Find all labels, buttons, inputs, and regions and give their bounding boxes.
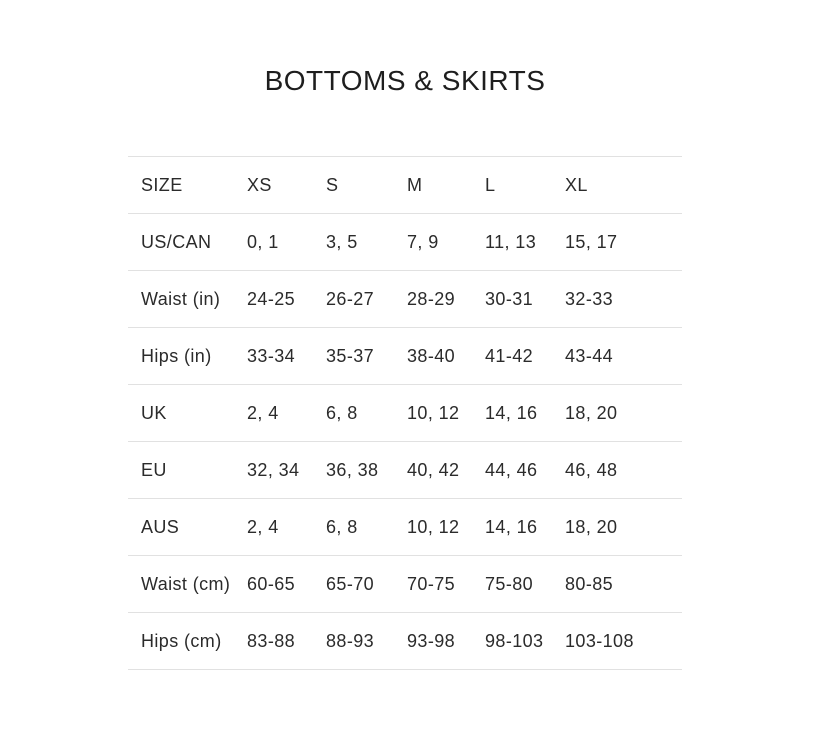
size-cell: 88-93 [326, 630, 375, 651]
size-cell: 36, 38 [326, 459, 379, 480]
size-cell: 3, 5 [326, 231, 358, 252]
size-cell: 83-88 [247, 630, 296, 651]
size-cell: 28-29 [407, 288, 456, 309]
table-row [128, 385, 682, 442]
column-header-size: SIZE [141, 174, 183, 195]
size-cell: 32, 34 [247, 459, 300, 480]
table-row [128, 499, 682, 556]
column-header-m: M [407, 174, 423, 195]
row-label: UK [141, 402, 167, 423]
size-cell: 6, 8 [326, 402, 358, 423]
size-cell: 38-40 [407, 345, 456, 366]
size-cell: 80-85 [565, 573, 614, 594]
row-label: EU [141, 459, 167, 480]
size-cell: 18, 20 [565, 516, 618, 537]
size-cell: 103-108 [565, 630, 634, 651]
size-cell: 10, 12 [407, 402, 460, 423]
size-cell: 65-70 [326, 573, 375, 594]
size-cell: 0, 1 [247, 231, 279, 252]
size-cell: 18, 20 [565, 402, 618, 423]
size-cell: 26-27 [326, 288, 375, 309]
table-row [128, 214, 682, 271]
row-label: Hips (in) [141, 345, 212, 366]
table-row [128, 442, 682, 499]
table-row [128, 271, 682, 328]
size-cell: 10, 12 [407, 516, 460, 537]
size-cell: 75-80 [485, 573, 534, 594]
size-cell: 15, 17 [565, 231, 618, 252]
column-header-xl: XL [565, 174, 588, 195]
size-cell: 14, 16 [485, 402, 538, 423]
size-chart-table [128, 156, 682, 670]
row-label: US/CAN [141, 231, 212, 252]
size-cell: 14, 16 [485, 516, 538, 537]
size-cell: 46, 48 [565, 459, 618, 480]
row-label: Hips (cm) [141, 630, 222, 651]
size-cell: 6, 8 [326, 516, 358, 537]
table-row [128, 613, 682, 670]
size-cell: 24-25 [247, 288, 296, 309]
size-cell: 32-33 [565, 288, 614, 309]
size-cell: 40, 42 [407, 459, 460, 480]
column-header-xs: XS [247, 174, 272, 195]
size-table-body [128, 214, 682, 670]
size-cell: 60-65 [247, 573, 296, 594]
row-label: AUS [141, 516, 180, 537]
size-cell: 93-98 [407, 630, 456, 651]
size-cell: 98-103 [485, 630, 544, 651]
size-cell: 43-44 [565, 345, 614, 366]
table-row [128, 328, 682, 385]
size-cell: 33-34 [247, 345, 296, 366]
column-header-l: L [485, 174, 496, 195]
size-cell: 44, 46 [485, 459, 538, 480]
size-cell: 7, 9 [407, 231, 439, 252]
size-cell: 41-42 [485, 345, 534, 366]
size-guide-content [128, 0, 682, 670]
size-cell: 30-31 [485, 288, 534, 309]
row-label: Waist (cm) [141, 573, 231, 594]
column-header-s: S [326, 174, 339, 195]
size-cell: 70-75 [407, 573, 456, 594]
table-row [128, 556, 682, 613]
size-cell: 35-37 [326, 345, 375, 366]
size-cell: 2, 4 [247, 516, 279, 537]
size-cell: 11, 13 [485, 231, 537, 252]
size-cell: 2, 4 [247, 402, 279, 423]
row-label: Waist (in) [141, 288, 221, 309]
table-header-row [128, 157, 682, 214]
page-title: BOTTOMS & SKIRTS [264, 65, 546, 96]
